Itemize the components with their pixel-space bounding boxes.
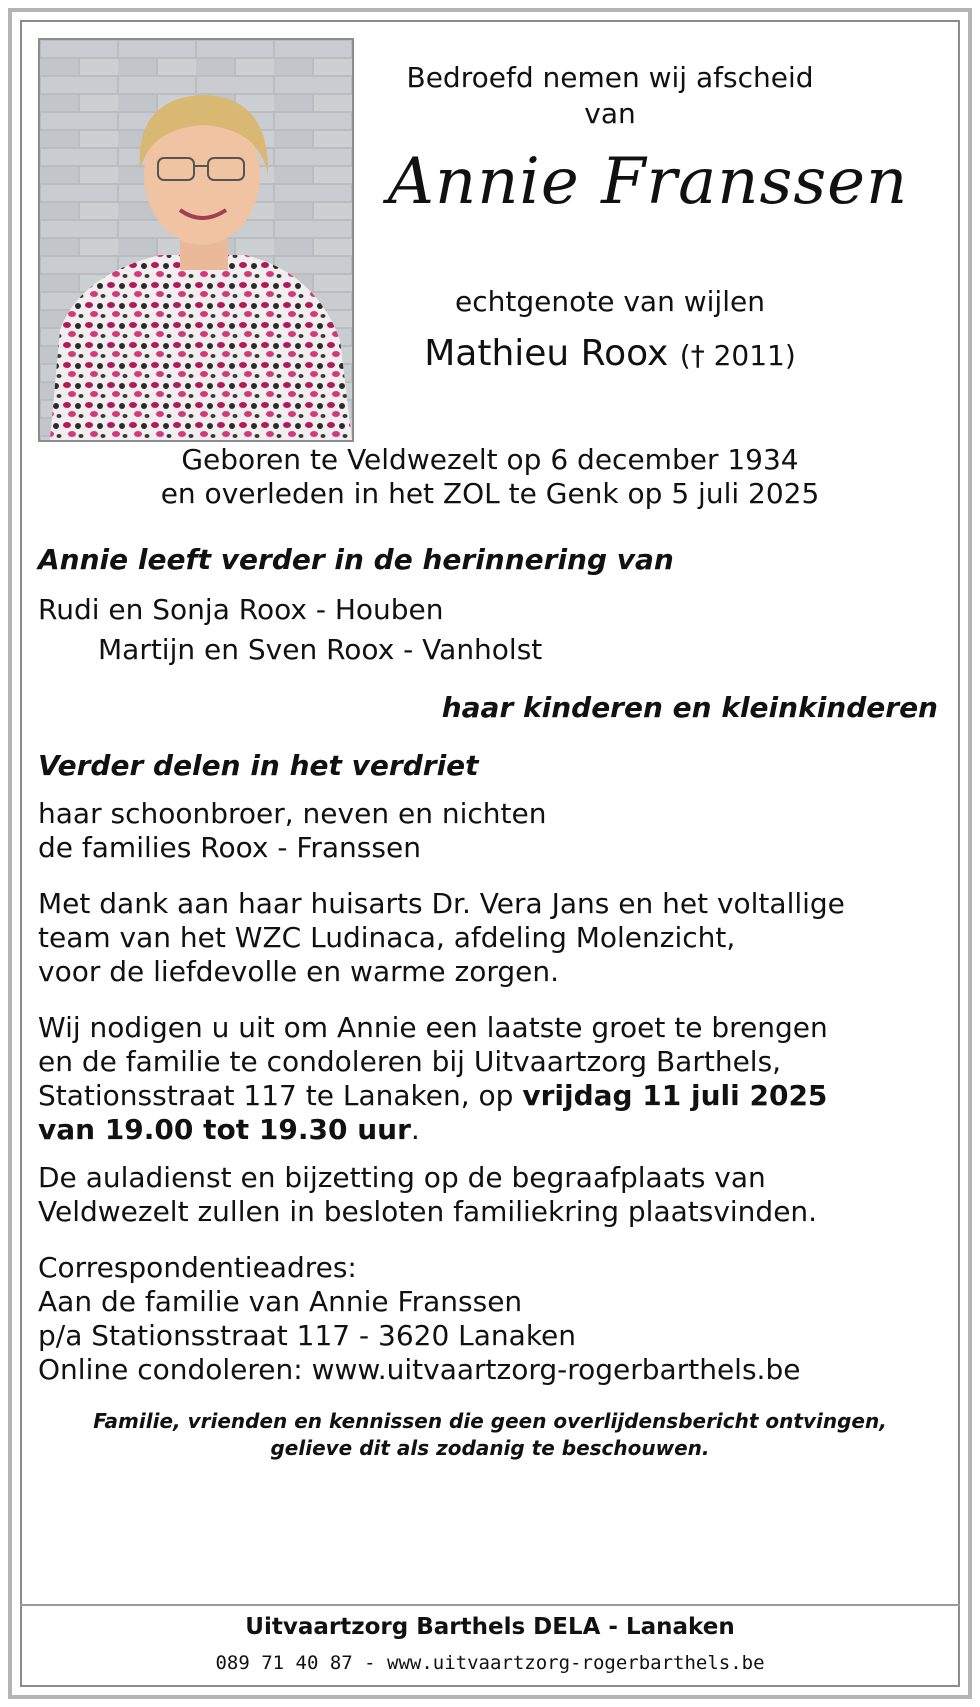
service-line-1: De auladienst en bijzetting op de begraafplaats van <box>38 1161 766 1194</box>
service-line-2: Veldwezelt zullen in besloten familiekring plaatsvinden. <box>38 1195 818 1228</box>
intro-text: Bedroefd nemen wij afscheid van <box>406 61 814 130</box>
spouse-death: († 2011) <box>679 339 796 372</box>
thanks-line-2: team van het WZC Ludinaca, afdeling Molenzicht, <box>38 921 736 954</box>
share-heading: Verder delen in het verdriet <box>38 749 479 782</box>
portrait-photo <box>38 38 354 442</box>
spouse-line <box>380 332 840 378</box>
footer-company: Uitvaartzorg Barthels DELA - Lanaken <box>245 1614 735 1640</box>
thanks-line-1: Met dank aan haar huisarts Dr. Vera Jans en het voltallige <box>38 887 845 920</box>
notice-line-1: Familie, vrienden en kennissen die geen overlijdensbericht ontvingen, <box>93 1409 887 1433</box>
invite-address: Stationsstraat 117 te Lanaken, op <box>38 1079 523 1112</box>
footer-divider <box>20 1604 960 1606</box>
correspondence-line-2: p/a Stationsstraat 117 - 3620 Lanaken <box>38 1319 577 1352</box>
family-line-1: Rudi en Sonja Roox - Houben <box>38 593 444 626</box>
notice-line-2: gelieve dit als zodanig te beschouwen. <box>270 1436 710 1460</box>
invite-line-4 <box>38 1112 420 1148</box>
online-condolence: Online condoleren: www.uitvaartzorg-rogerbarthels.be <box>38 1353 801 1386</box>
correspondence-label: Correspondentieadres: <box>38 1251 357 1284</box>
birth-line: Geboren te Veldwezelt op 6 december 1934 <box>181 443 799 476</box>
memory-heading: Annie leeft verder in de herinnering van <box>38 543 674 576</box>
spouse-name: Mathieu Roox <box>424 333 669 374</box>
invite-time: van 19.00 tot 19.30 uur <box>38 1113 411 1146</box>
spouse-intro: echtgenote van wijlen <box>455 285 765 318</box>
deceased-name: Annie Franssen <box>387 145 909 219</box>
correspondence-line-1: Aan de familie van Annie Franssen <box>38 1285 523 1318</box>
share-line-2: de families Roox - Franssen <box>38 831 421 864</box>
invite-date: vrijdag 11 juli 2025 <box>522 1079 828 1112</box>
invite-line-3 <box>38 1078 827 1114</box>
death-line: en overleden in het ZOL te Genk op 5 juli 2025 <box>160 477 820 510</box>
family-line-2: Martijn en Sven Roox - Vanholst <box>98 633 543 666</box>
invite-line-2: en de familie te condoleren bij Uitvaartzorg Barthels, <box>38 1045 782 1078</box>
share-line-1: haar schoonbroer, neven en nichten <box>38 797 547 830</box>
thanks-line-3: voor de liefdevolle en warme zorgen. <box>38 955 560 988</box>
invite-line-1: Wij nodigen u uit om Annie een laatste groet te brengen <box>38 1011 828 1044</box>
family-label: haar kinderen en kleinkinderen <box>441 691 938 724</box>
footer-contact: 089 71 40 87 - www.uitvaartzorg-rogerbarthels.be <box>215 1652 765 1674</box>
invite-period: . <box>410 1113 420 1146</box>
